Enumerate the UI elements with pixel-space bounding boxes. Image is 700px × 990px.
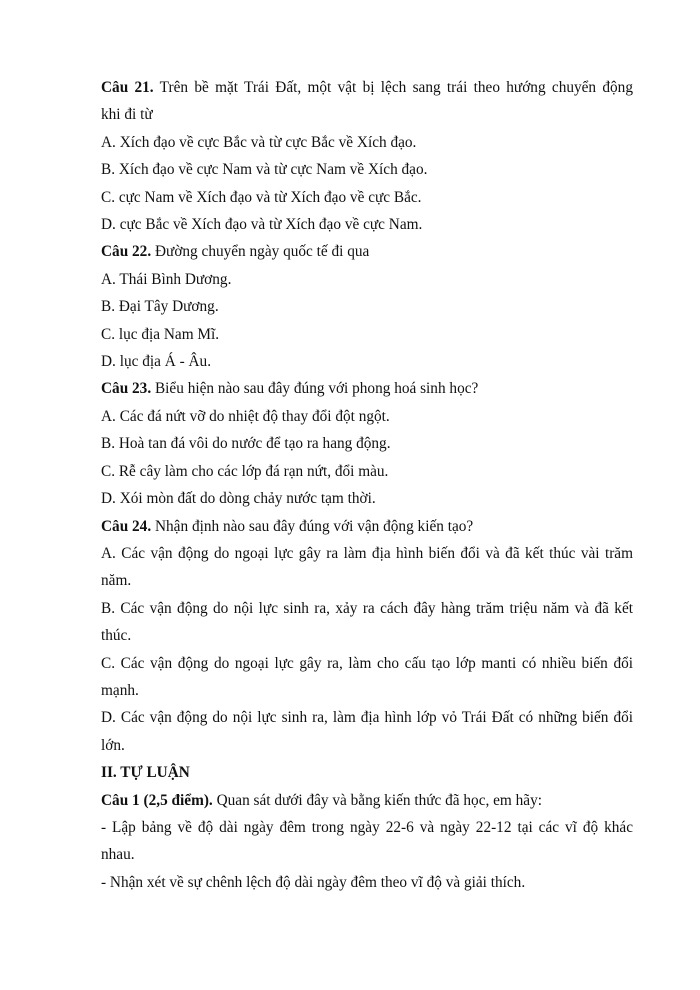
- question-21-option-d: D. cực Bắc về Xích đạo và từ Xích đạo về cực Nam.: [101, 216, 423, 234]
- question-24-option-d: D. Các vận động do nội lực sinh ra, làm địa hình lớp vỏ Trái Đất có những biến đổi: [101, 709, 633, 727]
- question-21-stem-cont: khi đi từ: [101, 106, 153, 124]
- essay-task-1-cont: nhau.: [101, 846, 135, 864]
- question-23-label: Câu 23.: [101, 380, 152, 398]
- question-22-option-d: D. lục địa Á - Âu.: [101, 353, 212, 371]
- section-2-heading: II. TỰ LUẬN: [101, 764, 190, 782]
- question-22-label: Câu 22.: [101, 243, 152, 261]
- essay-question-1-label: Câu 1 (2,5 điểm).: [101, 791, 213, 809]
- question-21-option-b: B. Xích đạo về cực Nam và từ cực Nam về Xích đạo.: [101, 161, 428, 179]
- question-24-option-d-cont: lớn.: [101, 736, 125, 754]
- question-23-option-b: B. Hoà tan đá vôi do nước để tạo ra hang động.: [101, 435, 391, 453]
- essay-task-2: - Nhận xét về sự chênh lệch độ dài ngày đêm theo vĩ độ và giải thích.: [101, 873, 526, 891]
- question-22-option-c: C. lục địa Nam Mĩ.: [101, 325, 220, 343]
- question-24-option-c-cont: mạnh.: [101, 681, 139, 699]
- document-page: [101, 74, 633, 896]
- question-24-option-a: A. Các vận động do ngoại lực gây ra làm địa hình biến đổi và đã kết thúc vài trăm: [101, 544, 633, 562]
- question-21-stem: Câu 21. Trên bề mặt Trái Đất, một vật bị lệch sang trái theo hướng chuyển động: [101, 79, 633, 96]
- question-24-label: Câu 24.: [101, 517, 152, 535]
- question-23-stem: Câu 23. Biểu hiện nào sau đây đúng với phong hoá sinh học?: [101, 380, 479, 398]
- question-24-option-b-cont: thúc.: [101, 627, 132, 645]
- question-22-option-a: A. Thái Bình Dương.: [101, 270, 232, 288]
- essay-question-1-stem: Câu 1 (2,5 điểm). Quan sát dưới đây và bằng kiến thức đã học, em hãy:: [101, 791, 542, 809]
- question-24-stem: Câu 24. Nhận định nào sau đây đúng với vận động kiến tạo?: [101, 517, 474, 535]
- question-21-option-c: C. cực Nam về Xích đạo và từ Xích đạo về cực Bắc.: [101, 188, 422, 206]
- question-21-option-a: A. Xích đạo về cực Bắc và từ cực Bắc về Xích đạo.: [101, 133, 417, 151]
- question-22-option-b: B. Đại Tây Dương.: [101, 298, 219, 316]
- question-24-option-b: B. Các vận động do nội lực sinh ra, xảy ra cách đây hàng trăm triệu năm và đã kết: [101, 599, 633, 617]
- question-24-option-a-cont: năm.: [101, 572, 132, 590]
- essay-task-1: - Lập bảng về độ dài ngày đêm trong ngày 22-6 và ngày 22-12 tại các vĩ độ khác: [101, 818, 633, 836]
- question-22-stem: Câu 22. Đường chuyển ngày quốc tế đi qua: [101, 243, 370, 261]
- question-23-option-d: D. Xói mòn đất do dòng chảy nước tạm thời.: [101, 490, 376, 508]
- question-23-option-a: A. Các đá nứt vỡ do nhiệt độ thay đổi đột ngột.: [101, 407, 390, 425]
- question-23-option-c: C. Rễ cây làm cho các lớp đá rạn nứt, đổi màu.: [101, 462, 389, 480]
- question-24-option-c: C. Các vận động do ngoại lực gây ra, làm cho cấu tạo lớp manti có nhiều biến đổi: [101, 654, 633, 672]
- question-21-label: Câu 21.: [101, 79, 154, 96]
